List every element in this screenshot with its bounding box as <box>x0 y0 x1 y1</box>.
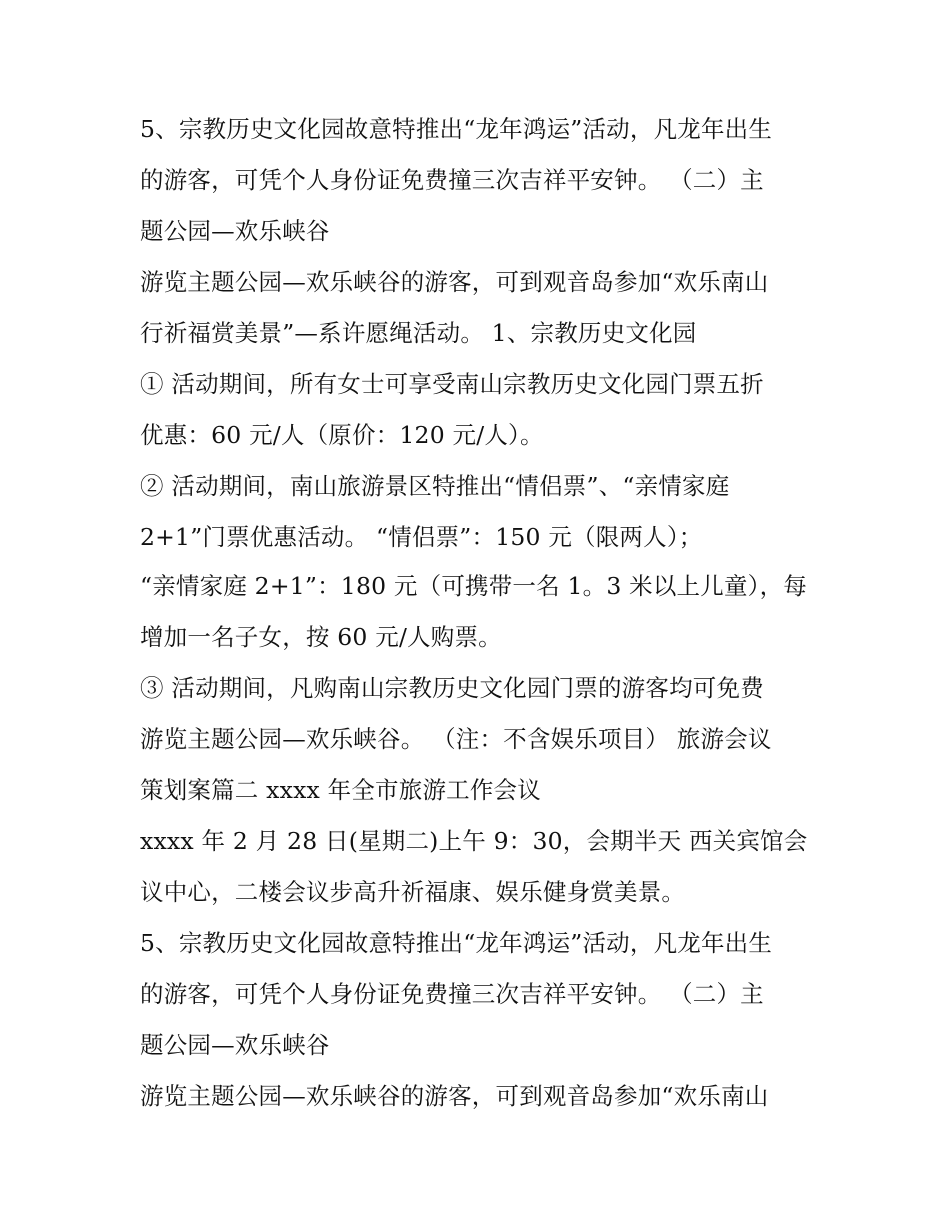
text-line: 行祈福赏美景”—系许愿绳活动。 1、宗教历史文化园 <box>140 319 697 347</box>
text-line: 游览主题公园—欢乐峡谷的游客，可到观音岛参加“欢乐南山 <box>140 1082 769 1110</box>
text-line: 的游客，可凭个人身份证免费撞三次吉祥平安钟。 （二）主 <box>140 980 764 1008</box>
text-line: 策划案篇二 xxxx 年全市旅游工作会议 <box>140 776 541 804</box>
text-line: 议中心，二楼会议步高升祈福康、娱乐健身赏美景。 <box>140 878 686 906</box>
text-line: 5、宗教历史文化园故意特推出“龙年鸿运”活动，凡龙年出生 <box>140 115 773 143</box>
text-line: ① 活动期间，所有女士可享受南山宗教历史文化园门票五折 <box>140 370 764 398</box>
text-line: 2+1”门票优惠活动。 “情侣票”：150 元（限两人）； <box>140 523 703 551</box>
text-line: 5、宗教历史文化园故意特推出“龙年鸿运”活动，凡龙年出生 <box>140 929 773 957</box>
text-line: ③ 活动期间，凡购南山宗教历史文化园门票的游客均可免费 <box>140 674 764 702</box>
text-line: 题公园—欢乐峡谷 <box>140 217 330 245</box>
text-line: 题公园—欢乐峡谷 <box>140 1031 330 1059</box>
text-line: 游览主题公园—欢乐峡谷。 （注：不含娱乐项目） 旅游会议 <box>140 725 772 753</box>
text-line: xxxx 年 2 月 28 日(星期二)上午 9：30，会期半天 西关宾馆会 <box>140 827 808 855</box>
text-line: 优惠：60 元/人（原价：120 元/人）。 <box>140 421 544 449</box>
text-line: “亲情家庭 2+1”：180 元（可携带一名 1。3 米以上儿童），每 <box>140 572 808 600</box>
text-line: 增加一名子女，按 60 元/人购票。 <box>140 623 502 651</box>
text-line: ② 活动期间，南山旅游景区特推出“情侣票”、“亲情家庭 <box>140 472 730 500</box>
text-line: 游览主题公园—欢乐峡谷的游客，可到观音岛参加“欢乐南山 <box>140 268 769 296</box>
text-line: 的游客，可凭个人身份证免费撞三次吉祥平安钟。 （二）主 <box>140 166 764 194</box>
